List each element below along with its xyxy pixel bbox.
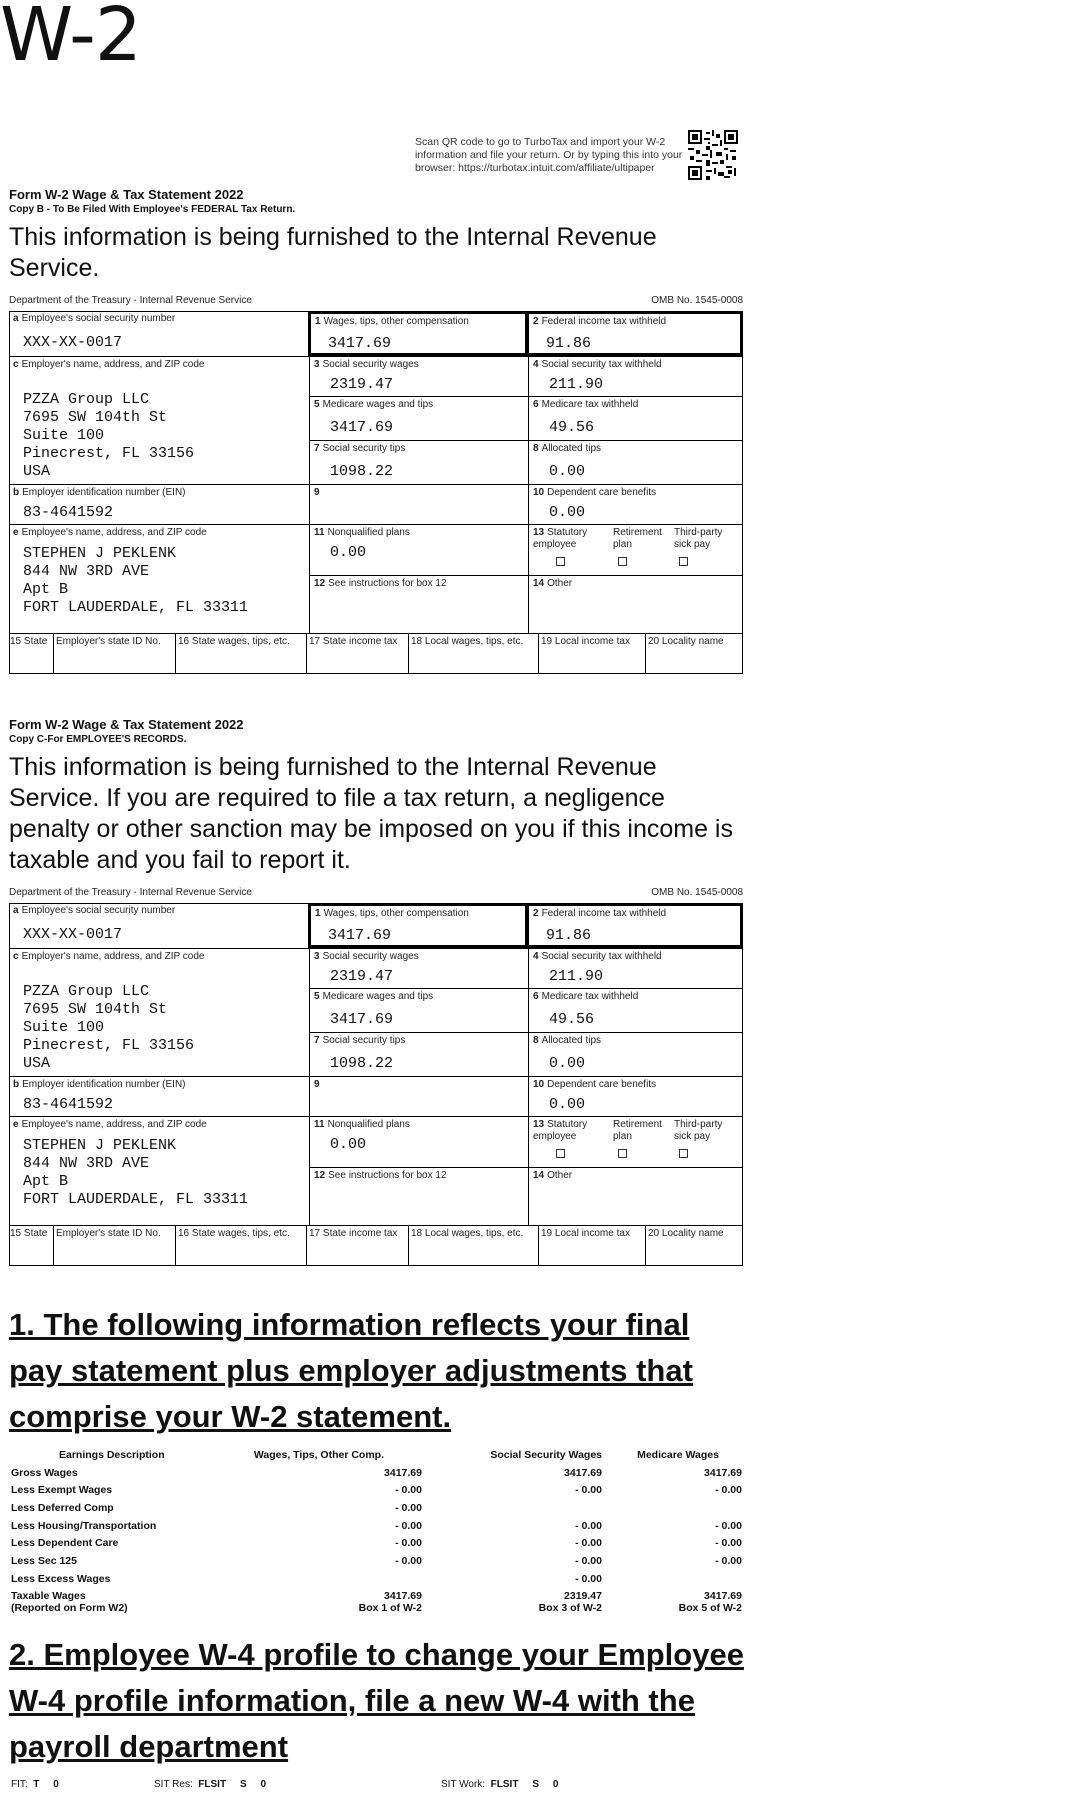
box-4: 4 Social security tax withheld 211.90 — [528, 356, 743, 396]
ssn-value: XXX-XX-0017 — [23, 334, 123, 351]
box-6: 6 Medicare tax withheld 49.56 — [528, 396, 743, 440]
box-3: 3 Social security wages 2319.47 — [309, 356, 528, 396]
box-9: 9 — [309, 484, 528, 524]
statutory-checkbox[interactable] — [556, 1149, 565, 1158]
box-3: 3 Social security wages 2319.47 — [309, 948, 528, 988]
box-c: c Employer's name, address, and ZIP code PZZA Group LLC 7695 SW 104th St Suite 100 Pinecrest, FL 33156 USA — [9, 356, 309, 484]
box-4: 4 Social security tax withheld 211.90 — [528, 948, 743, 988]
form-title: Form W-2 Wage & Tax Statement 2022 — [9, 717, 244, 732]
table-row: Less Excess Wages - 0.00 — [11, 1572, 602, 1585]
form-title: Form W-2 Wage & Tax Statement 2022 — [9, 187, 244, 202]
allocated-tips-value: 0.00 — [549, 1055, 586, 1072]
omb-label: OMB No. 1545-0008 — [651, 887, 743, 898]
medicare-tax-value: 49.56 — [549, 1011, 595, 1028]
reported-row: (Reported on Form W2) Box 1 of W-2 Box 3 of W-2 Box 5 of W-2 — [11, 1601, 742, 1614]
w2-form-copy-b — [9, 311, 743, 674]
ss-wages-value: 2319.47 — [330, 968, 394, 985]
w2-form-copy-c — [9, 903, 743, 1266]
page-title: W-2 — [0, 0, 141, 78]
box-2: 2 Federal income tax withheld 91.86 — [526, 311, 743, 356]
statutory-checkbox[interactable] — [556, 557, 565, 566]
employee-value: STEPHEN J PEKLENK 844 NW 3RD AVE Apt B FORT LAUDERDALE, FL 33311 — [23, 1137, 249, 1208]
qr-instructions: Scan QR code to go to TurboTax and import your W-2 information and file your return. Or by typing this into your browser: https://turbotax.intuit.com/affiliate/ultipaper — [415, 136, 683, 174]
box-10: 10 Dependent care benefits 0.00 — [528, 1076, 743, 1116]
box-11: 11 Nonqualified plans 0.00 — [309, 1116, 528, 1167]
retirement-checkbox[interactable] — [618, 557, 627, 566]
box-10: 10 Dependent care benefits 0.00 — [528, 484, 743, 524]
box-15-id: Employer's state ID No. — [53, 1225, 175, 1266]
box-12: 12 See instructions for box 12 — [309, 1167, 528, 1225]
thirdparty-checkbox[interactable] — [679, 557, 688, 566]
box-14: 14 Other — [528, 575, 743, 633]
earnings-table — [9, 1446, 744, 1615]
box-16: 16 State wages, tips, etc. — [175, 633, 306, 674]
sit-res-field: SIT Res: FLSIT S 0 — [154, 1779, 267, 1790]
box-c: c Employer's name, address, and ZIP code PZZA Group LLC 7695 SW 104th St Suite 100 Pinecrest, FL 33156 USA — [9, 948, 309, 1076]
table-header-row: Earnings Description Wages, Tips, Other Comp. Social Security Wages Medicare Wages — [59, 1448, 719, 1461]
qr-code-icon[interactable] — [688, 130, 738, 180]
allocated-tips-value: 0.00 — [549, 463, 586, 480]
taxable-row: Taxable Wages 3417.69 2319.47 3417.69 — [11, 1589, 742, 1602]
copy-label: Copy B - To Be Filed With Employee's FEDERAL Tax Return. — [9, 204, 296, 215]
box-19: 19 Local income tax — [538, 633, 645, 674]
box-7: 7 Social security tips 1098.22 — [309, 1032, 528, 1076]
box-17: 17 State income tax — [306, 1225, 408, 1266]
medicare-wages-value: 3417.69 — [330, 419, 394, 436]
box-19: 19 Local income tax — [538, 1225, 645, 1266]
fed-tax-value: 91.86 — [546, 335, 592, 352]
box-e: e Employee's name, address, and ZIP code STEPHEN J PEKLENK 844 NW 3RD AVE Apt B FORT LAUDERDALE, FL 33311 — [9, 1116, 309, 1225]
box-18: 18 Local wages, tips, etc. — [408, 633, 538, 674]
ss-tips-value: 1098.22 — [330, 1055, 394, 1072]
ss-tips-value: 1098.22 — [330, 463, 394, 480]
omb-label: OMB No. 1545-0008 — [651, 295, 743, 306]
dep-care-value: 0.00 — [549, 1096, 586, 1113]
employer-value: PZZA Group LLC 7695 SW 104th St Suite 100 Pinecrest, FL 33156 USA — [23, 983, 195, 1072]
box-18: 18 Local wages, tips, etc. — [408, 1225, 538, 1266]
irs-notice: This information is being furnished to the Internal Revenue Service. — [9, 223, 657, 282]
dep-care-value: 0.00 — [549, 504, 586, 521]
section2-heading: 2. Employee W-4 profile to change your Employee W-4 profile information, file a new W-4 with the payroll department — [9, 1637, 744, 1764]
fed-tax-value: 91.86 — [546, 927, 592, 944]
box-20: 20 Locality name — [645, 633, 743, 674]
box-15-id: Employer's state ID No. — [53, 633, 175, 674]
box-a: a Employee's social security number XXX-XX-0017 — [13, 905, 176, 943]
ein-value: 83-4641592 — [23, 1096, 114, 1113]
table-row: Less Exempt Wages - 0.00 - 0.00 - 0.00 — [11, 1484, 742, 1497]
nonqual-value: 0.00 — [330, 1136, 367, 1153]
box-8: 8 Allocated tips 0.00 — [528, 440, 743, 484]
copy-label: Copy C-For EMPLOYEE'S RECORDS. — [9, 734, 187, 745]
table-row: Less Deferred Comp - 0.00 — [11, 1501, 422, 1514]
section1-heading: 1. The following information reflects your final pay statement plus employer adjustments that comprise your W-2 statement. — [9, 1307, 693, 1434]
table-row: Gross Wages 3417.69 3417.69 3417.69 — [11, 1466, 742, 1479]
box-14: 14 Other — [528, 1167, 743, 1225]
nonqual-value: 0.00 — [330, 544, 367, 561]
box-12: 12 See instructions for box 12 — [309, 575, 528, 633]
box-17: 17 State income tax — [306, 633, 408, 674]
medicare-tax-value: 49.56 — [549, 419, 595, 436]
table-row: Less Sec 125 - 0.00 - 0.00 - 0.00 — [11, 1554, 742, 1567]
box-1: 1 Wages, tips, other compensation 3417.69 — [308, 311, 528, 356]
box-16: 16 State wages, tips, etc. — [175, 1225, 306, 1266]
sit-work-field: SIT Work: FLSIT S 0 — [441, 1779, 559, 1790]
thirdparty-checkbox[interactable] — [679, 1149, 688, 1158]
box-7: 7 Social security tips 1098.22 — [309, 440, 528, 484]
wages-value: 3417.69 — [328, 927, 392, 944]
retirement-checkbox[interactable] — [618, 1149, 627, 1158]
box-a: a Employee's social security number XXX-XX-0017 — [13, 313, 176, 351]
table-row: Less Housing/Transportation - 0.00 - 0.00 - 0.00 — [11, 1519, 742, 1532]
employer-value: PZZA Group LLC 7695 SW 104th St Suite 100 Pinecrest, FL 33156 USA — [23, 391, 195, 480]
dept-label: Department of the Treasury - Internal Revenue Service — [9, 295, 252, 306]
box-11: 11 Nonqualified plans 0.00 — [309, 524, 528, 575]
box-5: 5 Medicare wages and tips 3417.69 — [309, 988, 528, 1032]
box-15: 15 State — [9, 633, 53, 674]
box-8: 8 Allocated tips 0.00 — [528, 1032, 743, 1076]
medicare-wages-value: 3417.69 — [330, 1011, 394, 1028]
box-6: 6 Medicare tax withheld 49.56 — [528, 988, 743, 1032]
box-e: e Employee's name, address, and ZIP code STEPHEN J PEKLENK 844 NW 3RD AVE Apt B FORT LAUDERDALE, FL 33311 — [9, 524, 309, 633]
irs-notice: This information is being furnished to the Internal Revenue Service. If you are required to file a tax return, a negligence penalty or other sanction may be imposed on you if this income is taxable and you fail to report it. — [9, 753, 733, 874]
ss-tax-value: 211.90 — [549, 376, 604, 393]
box-13: 13 Statutory employee Retirement plan Third-party sick pay — [528, 524, 743, 575]
ss-wages-value: 2319.47 — [330, 376, 394, 393]
box-20: 20 Locality name — [645, 1225, 743, 1266]
ssn-value: XXX-XX-0017 — [23, 926, 123, 943]
ein-value: 83-4641592 — [23, 504, 114, 521]
box-1: 1 Wages, tips, other compensation 3417.69 — [308, 903, 528, 948]
ss-tax-value: 211.90 — [549, 968, 604, 985]
table-row: Less Dependent Care - 0.00 - 0.00 - 0.00 — [11, 1537, 742, 1550]
box-5: 5 Medicare wages and tips 3417.69 — [309, 396, 528, 440]
employee-value: STEPHEN J PEKLENK 844 NW 3RD AVE Apt B FORT LAUDERDALE, FL 33311 — [23, 545, 249, 616]
box-15: 15 State — [9, 1225, 53, 1266]
wages-value: 3417.69 — [328, 335, 392, 352]
fit-field: FIT: T 0 — [11, 1779, 59, 1790]
box-9: 9 — [309, 1076, 528, 1116]
box-2: 2 Federal income tax withheld 91.86 — [526, 903, 743, 948]
box-b: b Employer identification number (EIN) 83-4641592 — [9, 484, 309, 524]
dept-label: Department of the Treasury - Internal Revenue Service — [9, 887, 252, 898]
box-b: b Employer identification number (EIN) 83-4641592 — [9, 1076, 309, 1116]
box-13: 13 Statutory employee Retirement plan Third-party sick pay — [528, 1116, 743, 1167]
